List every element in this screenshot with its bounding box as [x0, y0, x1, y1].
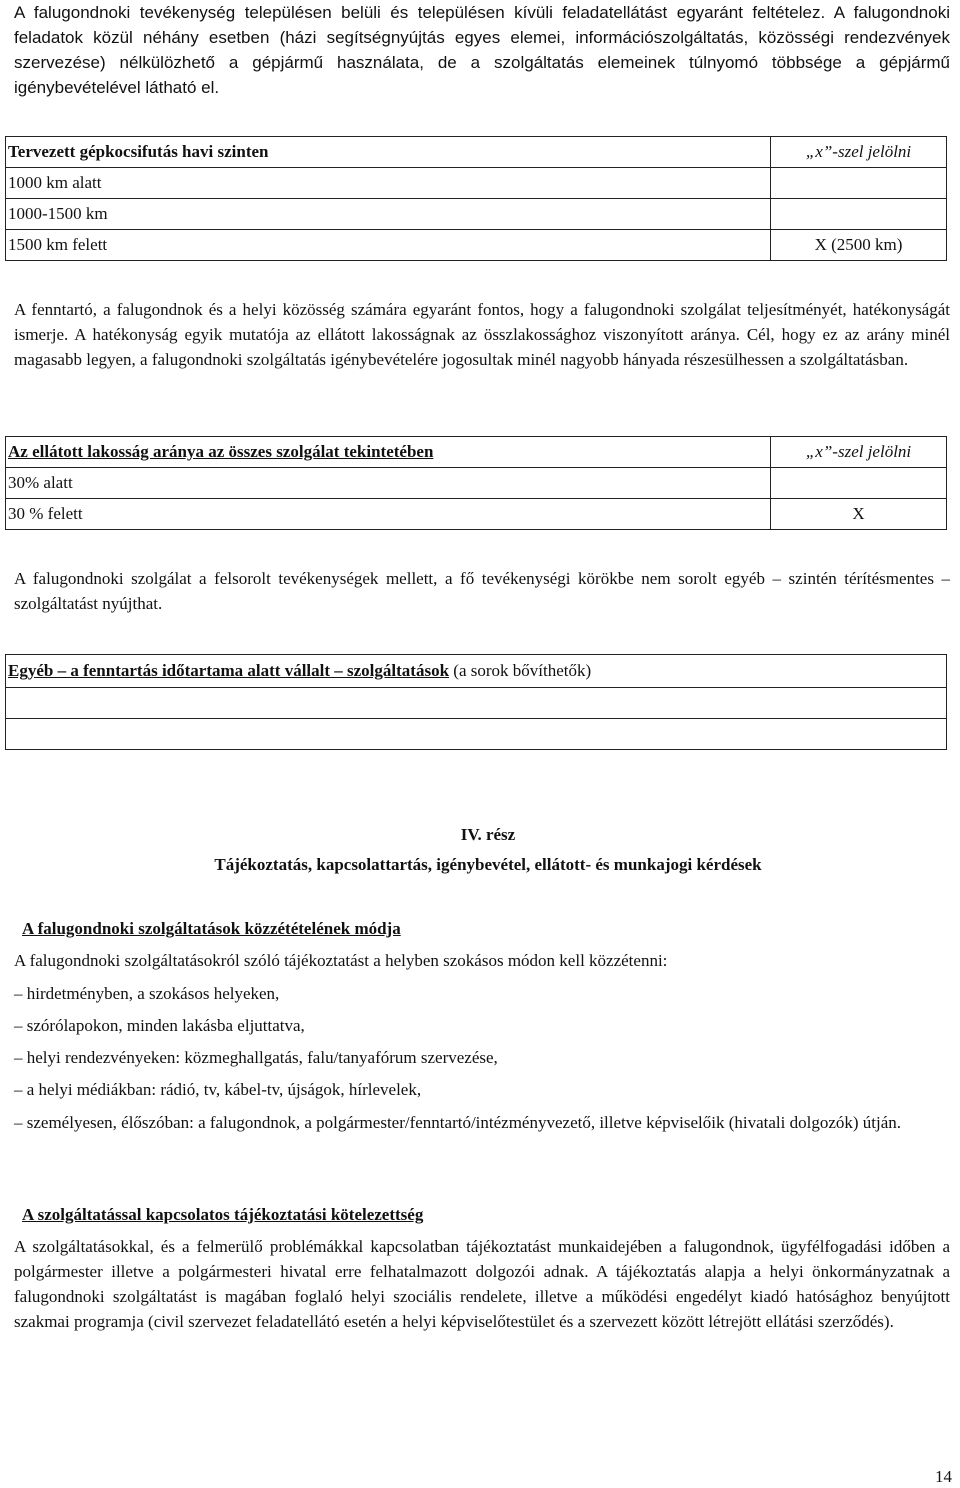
list-item: – személyesen, élőszóban: a falugondnok, a polgármester/fenntartó/intézményvezető, illetve képviselőik (hivatali dolgozók) útján.: [14, 1113, 902, 1132]
section-heading-publication: [22, 916, 401, 941]
table-row: [6, 688, 947, 719]
mileage-row-label: 1500 km felett: [6, 230, 771, 261]
list-item: – szórólapokon, minden lakásba eljuttatva,: [14, 1016, 305, 1035]
coverage-header-label: [6, 437, 771, 468]
other-services-table: [5, 654, 947, 750]
page-number: 14: [935, 1467, 952, 1486]
intro-paragraph: A falugondnoki tevékenység településen belüli és településen kívüli feladatellátást egyaránt feltételez. A falugondnoki feladatok közül néhány esetben (házi segítségnyújtás egyes elemei, információszolgáltatás, közösségi rendezvények szervezése) nélkülözhető a gépjármű használata, de a szolgáltatás elemeinek túlnyomó többsége a gépjármű igénybevételével látható el.: [14, 3, 950, 97]
table-row: [6, 468, 947, 499]
table-row: [6, 230, 947, 261]
part-title: IV. rész: [460, 825, 516, 844]
publication-lead: A falugondnoki szolgáltatásokról szóló tájékoztatást a helyben szokásos módon kell közzétenni:: [14, 951, 668, 970]
coverage-row-label: 30% alatt: [6, 468, 771, 499]
mileage-row-label: 1000 km alatt: [6, 168, 771, 199]
mileage-row-mark: [771, 199, 947, 230]
coverage-row-mark: [771, 468, 947, 499]
coverage-header-mark: „x”-szel jelölni: [771, 437, 947, 468]
table-row: [6, 719, 947, 750]
section-heading-text: A szolgáltatással kapcsolatos tájékoztatási kötelezettség: [22, 1205, 424, 1224]
mileage-header-mark: „x”-szel jelölni: [771, 137, 947, 168]
table-row: [6, 655, 947, 688]
table-row: [6, 437, 947, 468]
list-item: – helyi rendezvényeken: közmeghallgatás, falu/tanyafórum szervezése,: [14, 1048, 498, 1067]
section-heading-obligation: [22, 1202, 423, 1227]
table-row: [6, 168, 947, 199]
table-row: [6, 137, 947, 168]
other-services-header-note: (a sorok bővíthetők): [449, 661, 592, 680]
other-services-header: [6, 655, 947, 688]
coverage-row-label: 30 % felett: [6, 499, 771, 530]
table-row: [6, 499, 947, 530]
part-subtitle: Tájékoztatás, kapcsolattartás, igénybevétel, ellátott- és munkajogi kérdések: [214, 855, 762, 874]
empty-row: [6, 719, 947, 750]
mileage-row-mark: [771, 168, 947, 199]
list-item: – hirdetményben, a szokásos helyeken,: [14, 984, 280, 1003]
coverage-header-text: Az ellátott lakosság aránya az összes szolgálat tekintetében: [8, 442, 434, 461]
table-row: [6, 199, 947, 230]
section-heading-text: A falugondnoki szolgáltatások közzétételének módja: [22, 919, 401, 938]
mileage-table: [5, 136, 947, 261]
obligation-paragraph: A szolgáltatásokkal, és a felmerülő problémákkal kapcsolatban tájékoztatást munkaidejében a falugondnok, ügyfélfogadási időben a polgármester illetve a polgármesteri hivatal erre felhatalmazott dolgozói adnak. A tájékoztatás alapja a helyi önkormányzatnak a falugondnoki szolgáltatást is magában foglaló helyi szociális rendelete, illetve a működési engedélyt kiadó hatósághoz benyújtott szakmai programja (civil szervezet feladatellátó esetén a helyi képviselőtestület és a szervezett között létrejött ellátási szerződés).: [14, 1237, 950, 1331]
mileage-header-label: Tervezett gépkocsifutás havi szinten: [6, 137, 771, 168]
coverage-table: [5, 436, 947, 530]
mileage-row-label: 1000-1500 km: [6, 199, 771, 230]
efficiency-paragraph: A fenntartó, a falugondnok és a helyi közösség számára egyaránt fontos, hogy a falugondnoki szolgálat teljesítményét, hatékonyságát ismerje. A hatékonyság egyik mutatója az ellátott lakosságnak az összlakossághoz viszonyított aránya. Cél, hogy ez az arány minél magasabb legyen, a falugondnoki szolgáltatás igénybevételére jogosultak minél nagyobb hányada részesülhessen a szolgáltatásban.: [14, 300, 950, 369]
other-services-paragraph: A falugondnoki szolgálat a felsorolt tevékenységek mellett, a fő tevékenységi körökbe nem sorolt egyéb – szintén térítésmentes – szolgáltatást nyújthat.: [14, 569, 950, 613]
list-item: – a helyi médiákban: rádió, tv, kábel-tv, újságok, hírlevelek,: [14, 1080, 422, 1099]
coverage-row-mark: X: [771, 499, 947, 530]
empty-row: [6, 688, 947, 719]
mileage-row-mark: X (2500 km): [771, 230, 947, 261]
other-services-header-bold: Egyéb – a fenntartás időtartama alatt vállalt – szolgáltatások: [8, 661, 450, 680]
